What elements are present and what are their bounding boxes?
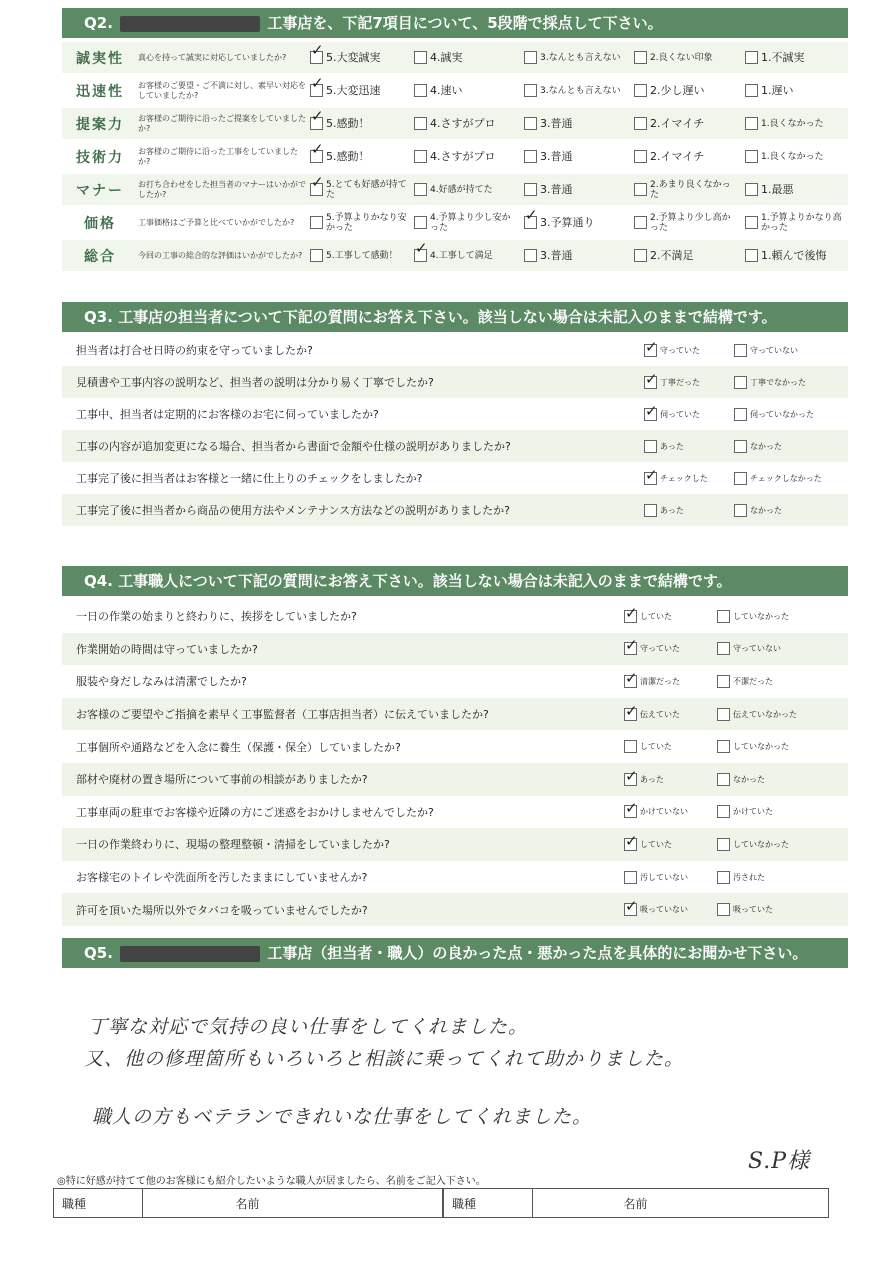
staff-table-left xyxy=(53,1188,443,1218)
question-row xyxy=(62,398,848,430)
rating-option-label: 5.感動！ xyxy=(326,150,370,163)
question-row xyxy=(62,600,848,633)
answer-label: 吸っていない xyxy=(640,905,688,915)
question-text: お客様宅のトイレや洗面所を汚したままにしていませんか? xyxy=(76,871,368,885)
question-row xyxy=(62,796,848,829)
rating-option-label: 4.さすがプロ xyxy=(430,117,496,130)
rating-checkbox[interactable] xyxy=(310,150,323,163)
answer-option-no[interactable] xyxy=(717,828,789,861)
answer-option-no[interactable] xyxy=(717,893,773,926)
question-row xyxy=(62,665,848,698)
question-text: 工事個所や通路などを入念に養生（保護・保全）していましたか? xyxy=(76,740,401,754)
answer-option-yes[interactable] xyxy=(644,494,684,526)
rating-option-label: 1.予算よりかなり高かった xyxy=(761,212,842,233)
question-row xyxy=(62,430,848,462)
answer-checkbox[interactable] xyxy=(717,675,730,688)
rating-category: 技術力 xyxy=(76,149,124,166)
answer-label: なかった xyxy=(750,441,782,451)
answer-label: していなかった xyxy=(733,742,789,752)
answer-option-no[interactable] xyxy=(734,366,806,398)
q5-header-prefix: Q5. xyxy=(84,944,113,962)
question-row xyxy=(62,698,848,731)
rating-checkbox[interactable] xyxy=(414,150,427,163)
rating-option-label: 3.普通 xyxy=(540,249,573,262)
rating-option[interactable] xyxy=(310,108,370,139)
answer-option-yes[interactable] xyxy=(644,398,700,430)
answer-checkbox[interactable] xyxy=(717,642,730,655)
answer-checkbox[interactable] xyxy=(717,805,730,818)
rating-checkbox[interactable] xyxy=(634,150,647,163)
answer-label: していなかった xyxy=(733,839,789,849)
question-text: 許可を頂いた場所以外でタバコを吸っていませんでしたか? xyxy=(76,903,368,917)
answer-label: 伝えていた xyxy=(640,709,680,719)
rating-option-label: 1.良くなかった xyxy=(761,151,824,162)
answer-checkbox[interactable] xyxy=(624,610,637,623)
answer-checkbox[interactable] xyxy=(717,610,730,623)
rating-option[interactable] xyxy=(414,240,518,271)
rating-checkbox[interactable] xyxy=(414,84,427,97)
rating-category: 価格 xyxy=(84,215,116,232)
rating-checkbox[interactable] xyxy=(524,84,537,97)
answer-option-no[interactable] xyxy=(717,633,781,666)
rating-question: 工事価格はご予算と比べていかがでしたか? xyxy=(138,217,295,227)
question-text: 服装や身だしなみは清潔でしたか? xyxy=(76,675,247,689)
rating-checkbox[interactable] xyxy=(414,51,427,64)
rating-option-label: 2.あまり良くなかった xyxy=(650,179,731,200)
answer-label: 守っていた xyxy=(660,345,700,355)
rating-option[interactable] xyxy=(745,42,805,73)
rating-checkbox[interactable] xyxy=(524,249,537,262)
rating-option[interactable] xyxy=(524,240,573,271)
rating-checkbox[interactable] xyxy=(310,117,323,130)
answer-option-no[interactable] xyxy=(734,398,814,430)
answer-label: していた xyxy=(640,611,672,621)
rating-question: 真心を持って誠実に対応していましたか? xyxy=(138,52,287,62)
rating-option[interactable] xyxy=(524,141,573,172)
rating-option[interactable] xyxy=(310,42,381,73)
rating-option-label: 2.イマイチ xyxy=(650,117,705,130)
answer-checkbox[interactable] xyxy=(624,773,637,786)
rating-option-label: 5.予算よりかなり安かった xyxy=(326,212,407,233)
rating-checkbox[interactable] xyxy=(524,150,537,163)
rating-option[interactable] xyxy=(524,75,628,106)
answer-label: あった xyxy=(660,505,684,515)
question-text: 一日の作業終わりに、現場の整理整頓・清掃をしていましたか? xyxy=(76,838,390,852)
q2-header-text: 工事店を、下記7項目について、5段階で採点して下さい。 xyxy=(267,14,663,32)
answer-label: 伝えていなかった xyxy=(733,709,797,719)
question-text: 工事中、担当者は定期的にお客様のお宅に伺っていましたか? xyxy=(76,408,379,421)
answer-checkbox[interactable] xyxy=(734,504,747,517)
rating-row xyxy=(62,240,848,271)
rating-option-label: 2.イマイチ xyxy=(650,150,705,163)
rating-option-label: 1.最悪 xyxy=(761,183,794,196)
answer-label: なかった xyxy=(750,505,782,515)
answer-checkbox[interactable] xyxy=(624,740,637,753)
rating-option[interactable] xyxy=(634,108,704,139)
rating-option[interactable] xyxy=(310,207,414,238)
answer-label: 伺っていた xyxy=(660,409,700,419)
rating-question: 今回の工事の総合的な評価はいかがでしたか? xyxy=(138,250,303,260)
rating-option-label: 4.予算より少し安かった xyxy=(430,212,511,233)
question-text: 工事の内容が追加変更になる場合、担当者から書面で金額や仕様の説明がありましたか? xyxy=(76,440,511,453)
answer-checkbox[interactable] xyxy=(717,773,730,786)
rating-option-label: 1.不誠実 xyxy=(761,51,805,64)
rating-option[interactable] xyxy=(414,108,496,139)
comment-line-3: 職人の方もベテランできれいな仕事をしてくれました。 xyxy=(92,1106,593,1128)
rating-option-label: 3.なんとも言えない xyxy=(540,52,621,63)
rating-option-label: 1.良くなかった xyxy=(761,118,824,129)
answer-option-no[interactable] xyxy=(717,665,773,698)
question-text: 担当者は打合せ日時の約束を守っていましたか? xyxy=(76,344,313,357)
rating-checkbox[interactable] xyxy=(745,216,758,229)
comment-line-1: 丁寧な対応で気持の良い仕事をしてくれました。 xyxy=(88,1016,529,1038)
answer-option-yes[interactable] xyxy=(624,698,680,731)
answer-checkbox[interactable] xyxy=(734,440,747,453)
answer-option-no[interactable] xyxy=(717,796,773,829)
job-label: 職種 xyxy=(444,1189,533,1217)
question-row xyxy=(62,366,848,398)
rating-row xyxy=(62,141,848,172)
q2-header xyxy=(62,8,848,38)
answer-checkbox[interactable] xyxy=(644,440,657,453)
rating-option[interactable] xyxy=(524,42,628,73)
rating-option[interactable] xyxy=(634,141,704,172)
q3-header: Q3. 工事店の担当者について下記の質問にお答え下さい。該当しない場合は未記入のままで結構です。 xyxy=(62,302,848,332)
rating-option-label: 4.好感が持てた xyxy=(430,184,493,195)
answer-label: かけていない xyxy=(640,807,688,817)
answer-checkbox[interactable] xyxy=(624,708,637,721)
rating-row xyxy=(62,42,848,73)
answer-label: 守っていた xyxy=(640,644,680,654)
rating-checkbox[interactable] xyxy=(310,51,323,64)
answer-checkbox[interactable] xyxy=(734,376,747,389)
rating-row xyxy=(62,108,848,139)
answer-option-yes[interactable] xyxy=(624,730,672,763)
question-row xyxy=(62,334,848,366)
answer-checkbox[interactable] xyxy=(734,344,747,357)
answer-option-no[interactable] xyxy=(717,698,797,731)
answer-option-yes[interactable] xyxy=(624,893,688,926)
rating-option[interactable] xyxy=(634,207,738,238)
question-row xyxy=(62,730,848,763)
answer-label: 丁寧でなかった xyxy=(750,377,806,387)
answer-label: チェックした xyxy=(660,473,708,483)
q5-header-text: 工事店（担当者・職人）の良かった点・悪かった点を具体的にお聞かせ下さい。 xyxy=(267,944,808,962)
answer-option-yes[interactable] xyxy=(644,462,708,494)
answer-option-yes[interactable] xyxy=(624,828,672,861)
question-text: 一日の作業の始まりと終わりに、挨拶をしていましたか? xyxy=(76,610,357,624)
footer-note: ◎特に好感が持てて他のお客様にも紹介したいような職人が居ましたら、名前をご記入下さい。 xyxy=(57,1176,486,1187)
name-label: 名前 xyxy=(235,1196,260,1211)
rating-checkbox[interactable] xyxy=(745,117,758,130)
comment-line-2: 又、他の修理箇所もいろいろと相談に乗ってくれて助かりました。 xyxy=(84,1048,685,1070)
answer-checkbox[interactable] xyxy=(644,472,657,485)
rating-checkbox[interactable] xyxy=(634,216,647,229)
rating-option[interactable] xyxy=(414,207,518,238)
rating-checkbox[interactable] xyxy=(524,117,537,130)
answer-label: していなかった xyxy=(733,611,789,621)
answer-option-yes[interactable] xyxy=(624,665,680,698)
answer-option-yes[interactable] xyxy=(624,763,664,796)
rating-checkbox[interactable] xyxy=(310,183,323,196)
rating-option[interactable] xyxy=(745,240,827,271)
rating-row xyxy=(62,174,848,205)
rating-checkbox[interactable] xyxy=(414,117,427,130)
rating-category: 誠実性 xyxy=(76,50,124,67)
redacted-name xyxy=(120,16,260,32)
rating-checkbox[interactable] xyxy=(524,183,537,196)
q2-header-prefix: Q2. xyxy=(84,14,113,32)
rating-option-label: 2.不満足 xyxy=(650,249,694,262)
rating-option-label: 3.普通 xyxy=(540,183,573,196)
answer-checkbox[interactable] xyxy=(644,408,657,421)
rating-option-label: 3.普通 xyxy=(540,150,573,163)
rating-option-label: 3.なんとも言えない xyxy=(540,85,621,96)
question-row xyxy=(62,861,848,894)
rating-checkbox[interactable] xyxy=(414,249,427,262)
rating-option-label: 3.予算通り xyxy=(540,216,595,229)
rating-row xyxy=(62,75,848,106)
rating-category: 提案力 xyxy=(76,116,124,133)
answer-checkbox[interactable] xyxy=(717,838,730,851)
question-row xyxy=(62,763,848,796)
rating-option-label: 5.大変誠実 xyxy=(326,51,381,64)
rating-checkbox[interactable] xyxy=(414,183,427,196)
rating-category: 総合 xyxy=(84,248,116,265)
answer-checkbox[interactable] xyxy=(717,708,730,721)
answer-option-yes[interactable] xyxy=(624,633,680,666)
question-row xyxy=(62,494,848,526)
rating-checkbox[interactable] xyxy=(745,150,758,163)
rating-checkbox[interactable] xyxy=(634,51,647,64)
rating-option[interactable] xyxy=(524,108,573,139)
rating-checkbox[interactable] xyxy=(745,249,758,262)
rating-option-label: 5.感動！ xyxy=(326,117,370,130)
answer-label: 守っていない xyxy=(750,345,798,355)
rating-option[interactable] xyxy=(745,108,849,139)
redacted-name xyxy=(120,946,260,962)
answer-checkbox[interactable] xyxy=(644,376,657,389)
answer-checkbox[interactable] xyxy=(717,903,730,916)
rating-question: お客様のご期待に沿ったご提案をしていましたか? xyxy=(138,113,306,133)
question-row xyxy=(62,828,848,861)
answer-checkbox[interactable] xyxy=(624,642,637,655)
rating-option-label: 5.大変迅速 xyxy=(326,84,381,97)
answer-option-yes[interactable] xyxy=(644,366,700,398)
answer-label: 汚された xyxy=(733,872,765,882)
rating-option[interactable] xyxy=(310,141,370,172)
rating-checkbox[interactable] xyxy=(745,84,758,97)
answer-checkbox[interactable] xyxy=(644,344,657,357)
rating-option[interactable] xyxy=(634,75,705,106)
rating-option-label: 4.さすがプロ xyxy=(430,150,496,163)
answer-option-no[interactable] xyxy=(717,763,765,796)
job-label: 職種 xyxy=(54,1189,143,1217)
rating-question: お打ち合わせをした担当者のマナーはいかがでしたか? xyxy=(138,179,306,199)
rating-option-label: 5.工事して感動！ xyxy=(326,250,398,261)
question-row xyxy=(62,462,848,494)
rating-option-label: 3.普通 xyxy=(540,117,573,130)
answer-option-no[interactable] xyxy=(734,494,782,526)
rating-category: マナー xyxy=(76,182,124,199)
rating-option[interactable] xyxy=(310,240,414,271)
answer-option-yes[interactable] xyxy=(624,861,688,894)
rating-checkbox[interactable] xyxy=(310,84,323,97)
answer-label: 守っていない xyxy=(733,644,781,654)
answer-label: 清潔だった xyxy=(640,676,680,686)
answer-option-no[interactable] xyxy=(717,730,789,763)
question-text: お客様のご要望やご指摘を素早く工事監督者（工事店担当者）に伝えていましたか? xyxy=(76,708,489,722)
rating-checkbox[interactable] xyxy=(310,249,323,262)
question-text: 作業開始の時間は守っていましたか? xyxy=(76,642,258,656)
question-text: 見積書や工事内容の説明など、担当者の説明は分かり易く丁寧でしたか? xyxy=(76,376,434,389)
answer-option-no[interactable] xyxy=(717,861,765,894)
rating-option[interactable] xyxy=(524,174,573,205)
rating-option[interactable] xyxy=(310,174,414,205)
question-row xyxy=(62,893,848,926)
rating-question: お客様のご期待に沿った工事をしていましたか? xyxy=(138,146,298,166)
rating-option-label: 4.速い xyxy=(430,84,463,97)
rating-checkbox[interactable] xyxy=(634,117,647,130)
question-text: 工事完了後に担当者はお客様と一緒に仕上りのチェックをしましたか? xyxy=(76,472,423,485)
answer-checkbox[interactable] xyxy=(624,838,637,851)
answer-checkbox[interactable] xyxy=(717,740,730,753)
q5-header xyxy=(62,938,848,968)
rating-checkbox[interactable] xyxy=(524,216,537,229)
answer-checkbox[interactable] xyxy=(624,903,637,916)
rating-option-label: 4.工事して満足 xyxy=(430,250,493,261)
q4-header: Q4. 工事職人について下記の質問にお答え下さい。該当しない場合は未記入のままで結構です。 xyxy=(62,566,848,596)
answer-option-no[interactable] xyxy=(734,334,798,366)
answer-label: していた xyxy=(640,839,672,849)
question-row xyxy=(62,633,848,666)
rating-checkbox[interactable] xyxy=(745,183,758,196)
answer-checkbox[interactable] xyxy=(734,472,747,485)
rating-option[interactable] xyxy=(414,174,518,205)
rating-option[interactable] xyxy=(414,75,463,106)
rating-option[interactable] xyxy=(634,174,738,205)
rating-option[interactable] xyxy=(634,42,738,73)
answer-label: あった xyxy=(640,774,664,784)
answer-option-yes[interactable] xyxy=(644,334,700,366)
answer-label: していた xyxy=(640,742,672,752)
answer-label: 汚していない xyxy=(640,872,688,882)
rating-option-label: 1.遅い xyxy=(761,84,794,97)
rating-option-label: 2.良くない印象 xyxy=(650,52,713,63)
staff-table-right xyxy=(443,1188,829,1218)
rating-checkbox[interactable] xyxy=(634,84,647,97)
rating-option[interactable] xyxy=(414,141,496,172)
rating-checkbox[interactable] xyxy=(634,183,647,196)
answer-checkbox[interactable] xyxy=(644,504,657,517)
rating-option[interactable] xyxy=(634,240,694,271)
rating-checkbox[interactable] xyxy=(634,249,647,262)
rating-option-label: 2.少し遅い xyxy=(650,84,705,97)
answer-label: あった xyxy=(660,441,684,451)
rating-option[interactable] xyxy=(745,75,794,106)
rating-option[interactable] xyxy=(524,207,595,238)
question-text: 工事車両の駐車でお客様や近隣の方にご迷惑をおかけしませんでしたか? xyxy=(76,805,434,819)
answer-label: 不潔だった xyxy=(733,676,773,686)
answer-option-yes[interactable] xyxy=(624,796,688,829)
rating-option-label: 4.誠実 xyxy=(430,51,463,64)
answer-checkbox[interactable] xyxy=(717,871,730,884)
rating-checkbox[interactable] xyxy=(745,51,758,64)
answer-label: 伺っていなかった xyxy=(750,409,814,419)
rating-option[interactable] xyxy=(745,174,794,205)
rating-option-label: 2.予算より少し高かった xyxy=(650,212,731,233)
rating-option-label: 5.とても好感が持てた xyxy=(326,179,407,200)
rating-option-label: 1.頼んで後悔 xyxy=(761,249,827,262)
answer-checkbox[interactable] xyxy=(734,408,747,421)
name-label: 名前 xyxy=(623,1196,648,1211)
answer-checkbox[interactable] xyxy=(624,675,637,688)
answer-label: 丁寧だった xyxy=(660,377,700,387)
question-text: 工事完了後に担当者から商品の使用方法やメンテナンス方法などの説明がありましたか? xyxy=(76,504,510,517)
rating-row xyxy=(62,207,848,238)
rating-option[interactable] xyxy=(310,75,381,106)
rating-checkbox[interactable] xyxy=(310,216,323,229)
answer-checkbox[interactable] xyxy=(624,805,637,818)
answer-label: 吸っていた xyxy=(733,905,773,915)
rating-checkbox[interactable] xyxy=(524,51,537,64)
answer-label: かけていた xyxy=(733,807,773,817)
answer-label: なかった xyxy=(733,774,765,784)
answer-option-no[interactable] xyxy=(734,430,782,462)
answer-label: チェックしなかった xyxy=(750,473,822,483)
answer-option-no[interactable] xyxy=(717,600,789,633)
answer-option-no[interactable] xyxy=(734,462,822,494)
rating-option[interactable] xyxy=(745,207,849,238)
rating-category: 迅速性 xyxy=(76,83,124,100)
answer-option-yes[interactable] xyxy=(644,430,684,462)
rating-option[interactable] xyxy=(414,42,463,73)
rating-option[interactable] xyxy=(745,141,849,172)
rating-checkbox[interactable] xyxy=(414,216,427,229)
question-text: 部材や廃材の置き場所について事前の相談がありましたか? xyxy=(76,773,368,787)
answer-checkbox[interactable] xyxy=(624,871,637,884)
rating-question: お客様のご要望・ご不満に対し、素早い対応をしていましたか? xyxy=(138,80,306,100)
signature: S.P様 xyxy=(748,1149,811,1174)
answer-option-yes[interactable] xyxy=(624,600,672,633)
